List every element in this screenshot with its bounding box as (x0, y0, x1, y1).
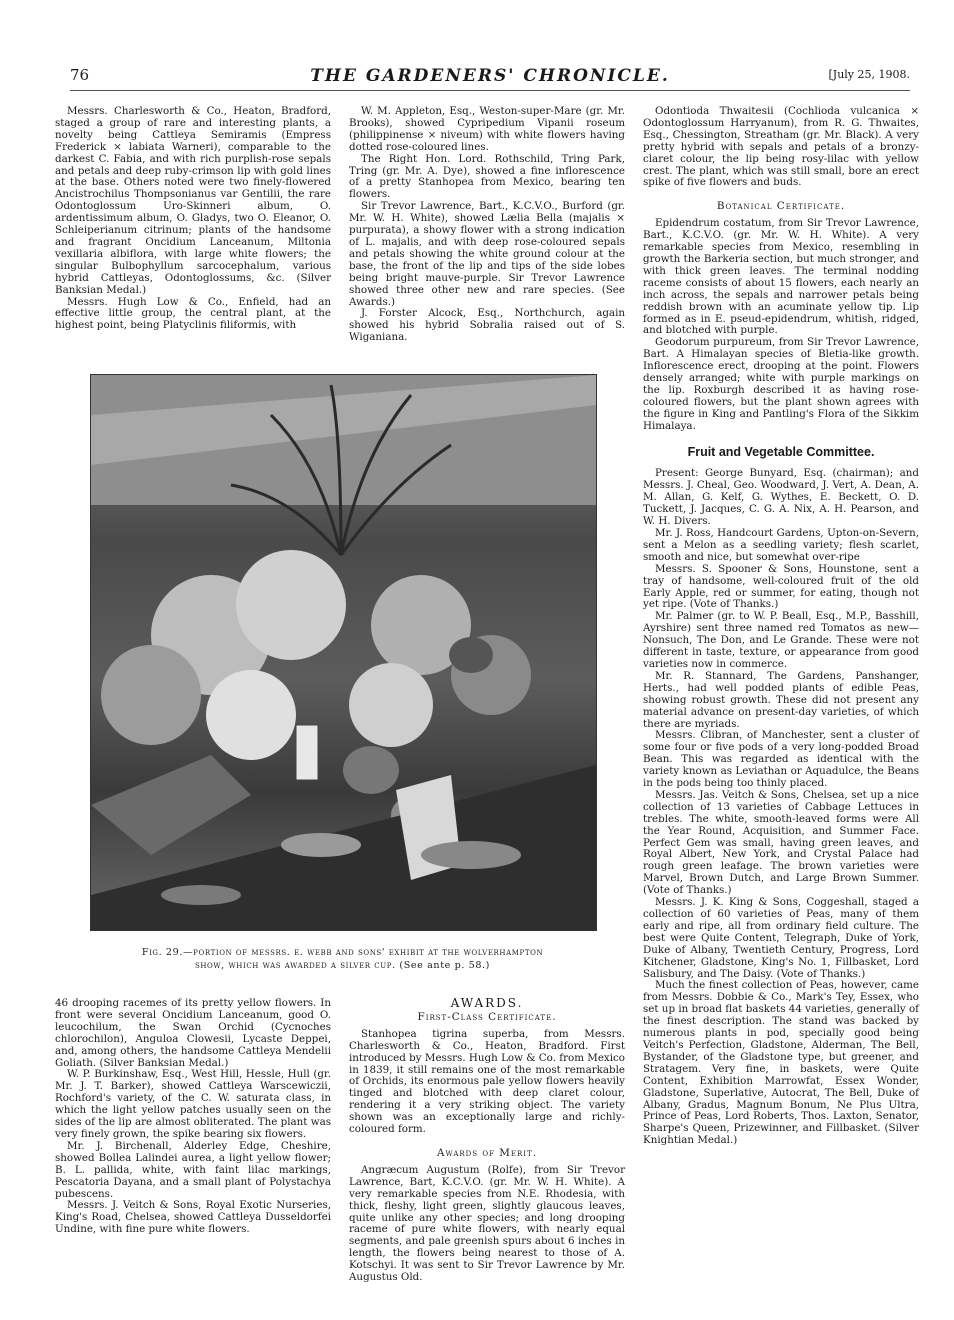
exhibit-photograph (90, 374, 597, 931)
paragraph: Epidendrum costatum, from Sir Trevor Lawrence, Bart., K.C.V.O. (gr. Mr. W. H. White). A very remarkable species from Mexico, resembling in growth the Barkeria section, but much stronger, and with thick green leaves. The terminal nodding raceme consists of about 15 flowers, each nearly an inch across, the sepals and narrower petals being reddish brown with an acuminate yellow tip. Lip formed as in E. pseud-epidendrum, whitish, ridged, and blotched with purple. (643, 217, 919, 337)
column-3 (643, 106, 919, 1147)
paragraph: The Right Hon. Lord. Rothschild, Tring Park, Tring (gr. Mr. A. Dye), showed a fine inflorescence of a pretty Stanhopea from Mexico, bearing ten flowers. (349, 152, 625, 201)
section-heading: First-Class Certificate. (417, 1010, 557, 1023)
section-heading: Botanical Certificate. (716, 200, 846, 213)
paragraph: Messrs. Clibran, of Manchester, sent a cluster of some four or five pods of a very long-podded Broad Bean. This was regarded as identical with the variety known as Leviathan or Aquadulce, the Beans in the pods being too thinly placed. (643, 729, 919, 790)
publication-title: THE GARDENERS' CHRONICLE. (310, 66, 670, 86)
paragraph: Odontioda Thwaitesii (Cochlioda vulcanica × Odontoglossum Harryanum), from R. G. Thwaites, Esq., Chessington, Streatham (gr. Mr. Black). A very pretty hybrid with sepals and petals of a bronzy-claret colour, the lip being rosy-lilac with yellow crest. The plant, which was still small, bore an erect spike of five flowers and buds. (643, 105, 919, 189)
paragraph: Mr. Palmer (gr. to W. P. Beall, Esq., M.P., Basshill, Ayrshire) sent three named red Tomatos as new—Nonsuch, The Don, and Le Grande. These were not different in taste, texture, or appearance from good varieties now in commerce. (643, 610, 919, 670)
paragraph: Mr. J. Ross, Handcourt Gardens, Upton-on-Severn, sent a Melon as a seedling variety; flesh scarlet, smooth and nice, but somewhat over-ripe (643, 527, 919, 563)
paragraph: Mr. J. Birchenall, Alderley Edge, Cheshire, showed Bollea Lalindei aurea, a light yellow flower; B. L. pallida, white, with faint lilac markings, Pescatoria Dayana, and a small plant of Polystachya pubescens. (55, 1139, 331, 1200)
paragraph: Messrs. J. K. King & Sons, Coggeshall, staged a collection of 60 varieties of Peas, many of them early and ripe, all from ordinary field culture. The best were Quite Content, Telegraph, Duke of York, Duke of Albany, Twentieth Century, Progress, Lord Kitchener, Gladstone, King's No. 1, Fillbasket, Lord Salisbury, and The Daisy. (Vote of Thanks.) (643, 896, 919, 980)
column-1-top (55, 106, 331, 332)
paragraph: Sir Trevor Lawrence, Bart., K.C.V.O., Burford (gr. Mr. W. H. White), showed Lælia Bella (majalis × purpurata), a showy flower with a strong indication of L. majalis, and with deep rose-coloured sepals and petals showing the white ground colour at the base, the front of the lip and tips of the side lobes being bright mauve-purple. Sir Trevor Lawrence showed three other new and rare species. (See Awards.) (349, 200, 625, 308)
paragraph: W. P. Burkinshaw, Esq., West Hill, Hessle, Hull (gr. Mr. J. T. Barker), showed Cattleya Warscewiczii, Rochford's variety, of the C. W. saturata class, in which the light yellow patches usually seen on the sides of the lip are almost obliterated. The plant was very finely grown, the spike bearing six flowers. (55, 1068, 331, 1140)
column-2-bottom (349, 998, 625, 1284)
page-number: 76 (70, 66, 90, 84)
exhibit-illustration (91, 375, 596, 930)
committee-heading: Fruit and Vegetable Committee. (687, 444, 875, 459)
paragraph: Much the finest collection of Peas, however, came from Messrs. Dobbie & Co., Mark's Tey, Essex, who set up in broad flat baskets 44 varieties, generally of the finest description. The stand was backed by numerous plants in pod, specially good being Veitch's Perfection, Gladstone, Alderman, The Bell, Bystander, of the Gladstone type, but greener, and Stratagem. Very fine, in baskets, were Quite Content, Exhibition Marrowfat, Essex Wonder, Gladstone, Superlative, Autocrat, The Bell, Duke of Albany, Gradus, Magnum Bonum, Ne Plus Ultra, Prince of Peas, Lord Roberts, Thos. Laxton, Senator, Sharpe's Queen, Prizewinner, and Fillbasket. (Silver Knightian Medal.) (643, 979, 919, 1147)
paragraph: Messrs. Charlesworth & Co., Heaton, Bradford, staged a group of rare and interesting plants, a novelty being Cattleya Semiramis (Empress Frederick × labiata Warneri), comparable to the darkest C. Fabia, and with rich purplish-rose sepals and petals and deep ruby-crimson lip with gold lines at the base. Others noted were two finely-flowered Ancistrochilus Thompsonianus var Gentilii, the rare Odontoglossum Uro-Skinneri album, O. ardentissimum album, O. Gladys, two O. Eleanor, O. Schleiperianum citrinum; plants of the handsome and fragrant Oncidium Lanceanum, Miltonia vexillaria albiflora, with large white flowers; the singular Bulbophyllum sarcocephalum, various hybrid Cattleyas, Odontoglossums, &c. (Silver Banksian Medal.) (55, 105, 331, 296)
caption-text: show, which was awarded a silver cup. (194, 960, 396, 971)
column-2-top (349, 106, 625, 344)
paragraph: Angræcum Augustum (Rolfe), from Sir Trevor Lawrence, Bart, K.C.V.O. (gr. Mr. W. H. White). A very remarkable species from N.E. Rhodesia, with thick, fleshy, light green, slightly glaucous leaves, quite unlike any other species; and long drooping raceme of pure white flowers, with nearly equal segments, and pale greenish spurs about 6 inches in length, the flowers being nearest to those of A. Kotschyi. It was sent to Sir Trevor Lawrence by Mr. Augustus Old. (349, 1163, 625, 1284)
caption-line-1: Fig. 29.—portion of messrs. e. webb and sons' exhibit at the wolverhampton (141, 947, 544, 958)
section-heading: Awards of Merit. (436, 1146, 538, 1159)
paragraph: Geodorum purpureum, from Sir Trevor Lawrence, Bart. A Himalayan species of Bletia-like growth. Inflorescence erect, drooping at the point. Flowers densely arranged; white with purple markings on the lip. Roxburgh described it as having rose-coloured flowers, but the plant shown agrees with the figure in King and Pantling's Flora of the Sikkim Himalaya. (643, 336, 919, 432)
paragraph: Messrs. Hugh Low & Co., Enfield, had an effective little group, the central plant, at the highest point, being Platyclinis filiformis, with (55, 295, 331, 332)
paragraph: W. M. Appleton, Esq., Weston-super-Mare (gr. Mr. Brooks), showed Cypripedium Vipanii roseum (philippinense × niveum) with white flowers having dotted rose-coloured lines. (349, 105, 625, 153)
paragraph: Messrs. J. Veitch & Sons, Royal Exotic Nurseries, King's Road, Chelsea, showed Cattleya Dusseldorfei Undine, with fine pure white flowers. (55, 1199, 331, 1236)
paragraph: Messrs. S. Spooner & Sons, Hounstone, sent a tray of handsome, well-coloured fruit of the old Early Apple, red or summer, for eating, though not yet ripe. (Vote of Thanks.) (643, 562, 919, 611)
paragraph: Stanhopea tigrina superba, from Messrs. Charlesworth & Co., Heaton, Bradford. First introduced by Messrs. Hugh Low & Co. from Mexico in 1839, it still remains one of the most remarkable of Orchids, its enormous pale yellow flowers heavily tinged and blotched with deep claret colour, rendering it a very striking object. The variety shown was an exceptionally large and richly-coloured form. (349, 1027, 625, 1136)
figure-caption (90, 946, 595, 972)
paragraph: J. Forster Alcock, Esq., Northchurch, again showed his hybrid Sobralia raised out of S. Wiganiana. (349, 307, 625, 344)
paragraph: 46 drooping racemes of its pretty yellow flowers. In front were several Oncidium Lanceanum, good O. leucochilum, the Swan Orchid (Cycnoches chlorochilon), Anguloa Clowesii, Lycaste Deppei, and, among others, the handsome Cattleya Mendelii Goliath. (Silver Banksian Medal.) (55, 997, 331, 1069)
paragraph: Present: George Bunyard, Esq. (chairman); and Messrs. J. Cheal, Geo. Woodward, J. Vert, A. Dean, A. M. Allan, G. Kelf, G. Wythes, E. Beckett, O. D. Tuckett, J. Jacques, C. G. A. Nix, A. H. Pearson, and W. H. Divers. (643, 467, 919, 528)
issue-date: [July 25, 1908. (828, 68, 910, 81)
awards-heading: AWARDS. (450, 996, 524, 1010)
caption-reference: (See ante p. 58.) (399, 960, 491, 971)
page-header (70, 66, 910, 91)
paragraph: Mr. R. Stannard, The Gardens, Panshanger, Herts., had well podded plants of edible Peas, showing robust growth. These did not present any material advance on present-day varieties, of which there are myriads. (643, 669, 919, 730)
column-1-bottom (55, 998, 331, 1236)
caption-line-2 (90, 959, 595, 972)
paragraph: Messrs. Jas. Veitch & Sons, Chelsea, set up a nice collection of 13 varieties of Cabbage Lettuces in trebles. The white, smooth-leaved forms were All the Year Round, Acquisition, and Summer Face. Perfect Gem was small, having green leaves, and Royal Albert, New York, and Crystal Palace had rough green leafage. The brown varieties were Marvel, Brown Dutch, and Large Brown Summer. (Vote of Thanks.) (643, 788, 919, 897)
